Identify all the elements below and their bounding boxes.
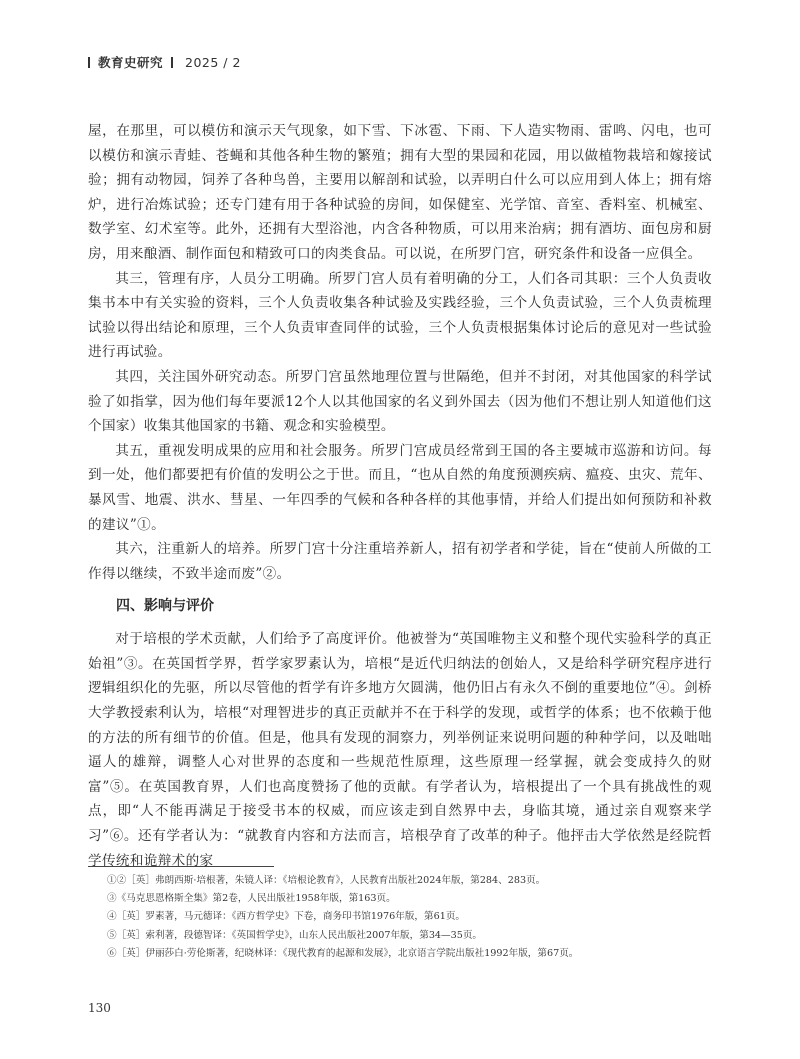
paragraph-evaluation: 对于培根的学术贡献，人们给予了高度评价。他被誉为“英国唯物主义和整个现代实验科学的真正始祖”③。在英国哲学界，哲学家罗素认为，培根“是近代归纳法的创始人，又是给科学研究程序进行逻辑组织化的先驱，所以尽管他的哲学有许多地方欠圆满，他仍旧占有永久不倒的重要地位”④。剑桥大学教授索利认为，培根“对理智进步的真正贡献并不在于科学的发现，或哲学的体系；也不依赖于他的方法的所有细节的价值。但是，他具有发现的洞察力，列举例证来说明问题的种种学问，以及咄咄逼人的雄辩，调整人心对世界的态度和一些规范性原理，这些原理一经掌握，就会变成持久的财富”⑤。在英国教育界，人们也高度赞扬了他的贡献。有学者认为，培根提出了一个具有挑战性的观点，即“人不能再满足于接受书本的权威，而应该走到自然界中去，身临其境，通过亲自观察来学习”⑥。还有学者认为：“就教育内容和方法而言，培根孕育了改革的种子。他抨击大学依然是经院哲学传统和诡辩术的家: [88, 631, 712, 869]
footnote-6: ⑥［英］伊丽莎白·劳伦斯著，纪晓林译：《现代教育的起源和发展》，北京语言学院出版社1992年版，第67页。: [107, 947, 579, 959]
journal-title: 教育史研究: [98, 55, 164, 70]
running-header: [88, 53, 241, 71]
footnote-5: ⑤［英］索利著，段德智译：《英国哲学史》，山东人民出版社2007年版，第34—35页。: [107, 929, 483, 941]
footnote-4: ④［英］罗素著，马元德译：《西方哲学史》下卷，商务印书馆1976年版，第61页。: [107, 911, 466, 923]
header-bar-right: [171, 57, 173, 68]
section-heading: 四、影响与评价: [116, 598, 214, 615]
body-text: [88, 119, 712, 873]
footnote-1-2: ①②［英］弗朗西斯·培根著，朱镜人译：《培根论教育》，人民教育出版社2024年版，第284、283页。: [107, 875, 546, 886]
paragraph-sixth-point: 其六，注重新人的培养。所罗门宫十分注重培养新人，招有初学者和学徒，旨在“使前人所做的工作得以继续，不致半途而废”②。: [88, 541, 712, 582]
issue-number: 2025 / 2: [185, 54, 241, 70]
paragraph-fifth-point: 其五，重视发明成果的应用和社会服务。所罗门宫成员经常到王国的各主要城市巡游和访问。每到一处，他们都要把有价值的发明公之于世。而且，“也从自然的角度预测疾病、瘟疫、虫灾、荒年、暴风雪、地震、洪水、彗星、一年四季的气候和各种各样的其他事情，并给人们提出如何预防和补救的建议”①。: [88, 442, 712, 533]
header-bar-left: [88, 57, 90, 68]
footnotes: [107, 872, 717, 963]
paragraph-fourth-point: 其四，关注国外研究动态。所罗门宫虽然地理位置与世隔绝，但并不封闭，对其他国家的科学试验了如指掌，因为他们每年要派12个人以其他国家的名义到外国去（因为他们不想让别人知道他们这个国家）收集其他国家的书籍、观念和实验模型。: [88, 368, 712, 435]
footnote-3: ③《马克思恩格斯全集》第2卷，人民出版社1958年版，第163页。: [107, 893, 396, 905]
page-number: 130: [88, 1001, 111, 1015]
paragraph-continued: 屋，在那里，可以模仿和演示天气现象，如下雪、下冰雹、下雨、下人造实物雨、雷鸣、闪电，也可以模仿和演示青蛙、苍蝇和其他各种生物的繁殖；拥有大型的果园和花园，用以做植物栽培和嫁接试验；拥有动物园，饲养了各种鸟兽，主要用以解剖和试验，以弄明白什么可以应用到人体上；拥有熔炉，进行冶炼试验；还专门建有用于各种试验的房间，如保健室、光学馆、音室、香料室、机械室、数学室、幻术室等。此外，还拥有大型浴池，内含各种物质，可以用来治病；拥有酒坊、面包房和厨房，用来酿酒、制作面包和精致可口的肉类食品。可以说，在所罗门宫，研究条件和设备一应俱全。: [88, 123, 712, 262]
paragraph-third-point: 其三，管理有序，人员分工明确。所罗门宫人员有着明确的分工，人们各司其职：三个人负责收集书本中有关实验的资料，三个人负责收集各种试验及实践经验，三个人负责试验，三个人负责梳理试验以得出结论和原理，三个人负责审查同伴的试验，三个人负责根据集体讨论后的意见对一些试验进行再试验。: [88, 270, 712, 361]
footnote-divider: [88, 866, 274, 867]
